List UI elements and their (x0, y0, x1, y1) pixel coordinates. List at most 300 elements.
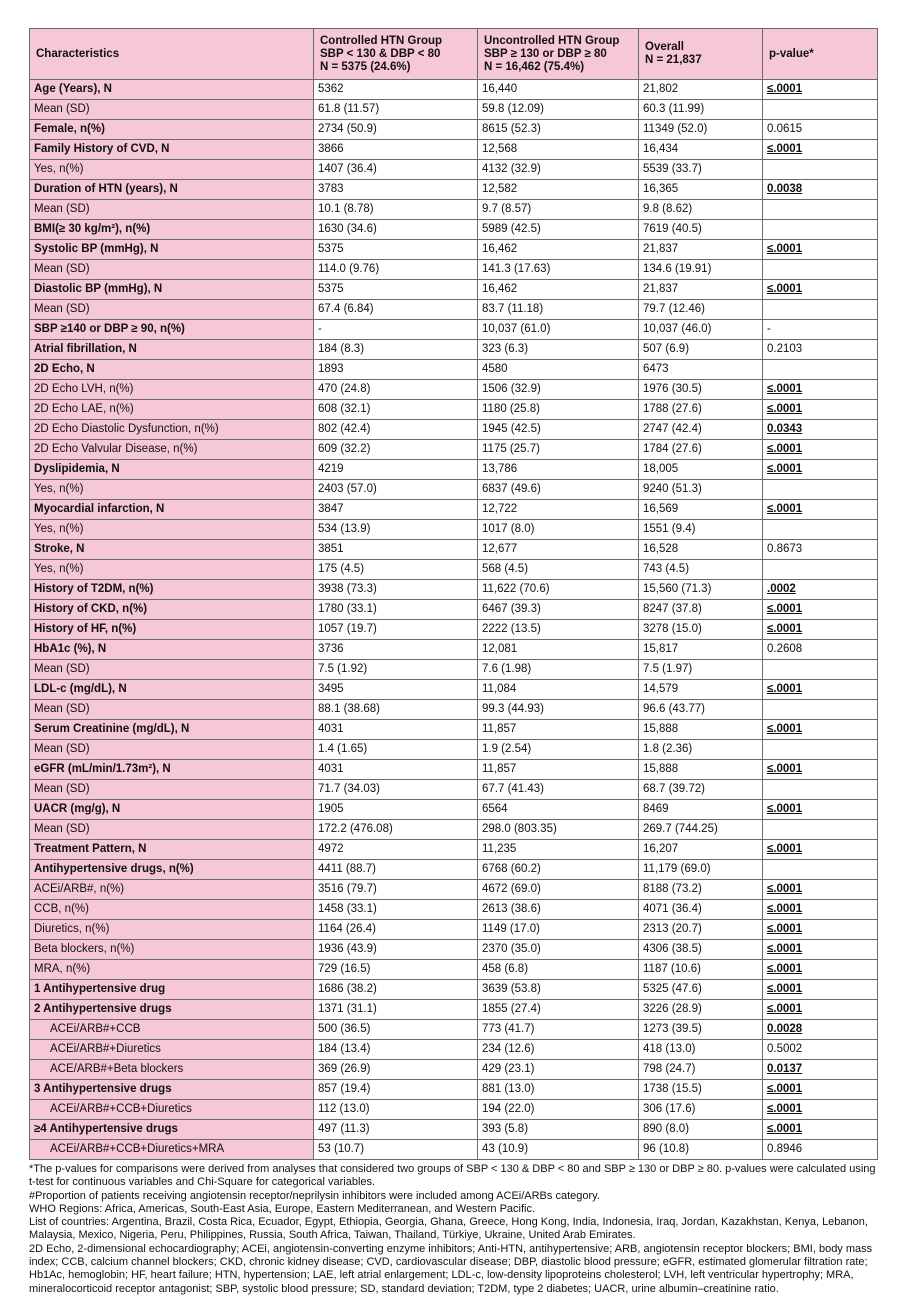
controlled-cell: 1686 (38.2) (314, 980, 478, 1000)
uncontrolled-cell: 12,568 (478, 140, 639, 160)
p-value-cell: 0.0038 (763, 180, 878, 200)
row-label-cell: ACEi/ARB#, n(%) (30, 880, 314, 900)
table-row (30, 740, 878, 760)
uncontrolled-cell: 1855 (27.4) (478, 1000, 639, 1020)
controlled-cell: 5375 (314, 240, 478, 260)
overall-cell: 96.6 (43.77) (639, 700, 763, 720)
p-value-cell: ≤.0001 (763, 980, 878, 1000)
overall-cell: 798 (24.7) (639, 1060, 763, 1080)
controlled-cell: 5375 (314, 280, 478, 300)
header-line: Controlled HTN Group (320, 34, 443, 47)
controlled-cell: 3783 (314, 180, 478, 200)
p-value-cell: 0.8946 (763, 1140, 878, 1160)
controlled-cell: 3847 (314, 500, 478, 520)
overall-cell: 2747 (42.4) (639, 420, 763, 440)
uncontrolled-cell: 2613 (38.6) (478, 900, 639, 920)
footnote: WHO Regions: Africa, Americas, South-East Asia, Europe, Eastern Mediterranean, and Western Pacific. (29, 1202, 536, 1215)
p-value-cell: 0.2103 (763, 340, 878, 360)
uncontrolled-cell: 393 (5.8) (478, 1120, 639, 1140)
overall-cell: 4306 (38.5) (639, 940, 763, 960)
p-value-cell: ≤.0001 (763, 900, 878, 920)
uncontrolled-cell: 141.3 (17.63) (478, 260, 639, 280)
header-line: N = 16,462 (75.4%) (484, 60, 585, 73)
header-line: Overall (645, 41, 684, 53)
table-row (30, 880, 878, 900)
controlled-cell: 3495 (314, 680, 478, 700)
overall-cell: 3278 (15.0) (639, 620, 763, 640)
uncontrolled-cell: 458 (6.8) (478, 960, 639, 980)
overall-cell: 743 (4.5) (639, 560, 763, 580)
row-label-cell: UACR (mg/g), N (30, 800, 314, 820)
uncontrolled-cell: 8615 (52.3) (478, 120, 639, 140)
characteristics-table (29, 28, 878, 1160)
row-label-cell: Treatment Pattern, N (30, 840, 314, 860)
table-row (30, 180, 878, 200)
table-row (30, 460, 878, 480)
table-row (30, 360, 878, 380)
table-row (30, 640, 878, 660)
row-label-cell: Myocardial infarction, N (30, 500, 314, 520)
controlled-cell: - (314, 320, 478, 340)
table-row (30, 620, 878, 640)
controlled-cell: 1057 (19.7) (314, 620, 478, 640)
p-value-cell: ≤.0001 (763, 940, 878, 960)
uncontrolled-cell: 11,857 (478, 760, 639, 780)
table-row (30, 560, 878, 580)
row-label-cell: Serum Creatinine (mg/dL), N (30, 720, 314, 740)
table-row (30, 1140, 878, 1160)
p-value-cell: 0.0137 (763, 1060, 878, 1080)
controlled-cell: 4972 (314, 840, 478, 860)
overall-cell: 8188 (73.2) (639, 880, 763, 900)
row-label-cell: Mean (SD) (30, 820, 314, 840)
table-row (30, 160, 878, 180)
uncontrolled-cell: 1180 (25.8) (478, 400, 639, 420)
row-label-cell: Mean (SD) (30, 200, 314, 220)
controlled-cell: 4219 (314, 460, 478, 480)
row-label-cell: Yes, n(%) (30, 480, 314, 500)
overall-cell: 1551 (9.4) (639, 520, 763, 540)
p-value-cell: 0.0343 (763, 420, 878, 440)
overall-cell: 3226 (28.9) (639, 1000, 763, 1020)
p-value-cell (763, 660, 878, 680)
controlled-cell: 1371 (31.1) (314, 1000, 478, 1020)
row-label-cell: ACEi/ARB#+CCB (30, 1020, 314, 1040)
overall-cell: 16,569 (639, 500, 763, 520)
controlled-cell: 534 (13.9) (314, 520, 478, 540)
table-row (30, 380, 878, 400)
row-label-cell: BMI(≥ 30 kg/m²), n(%) (30, 220, 314, 240)
table-row (30, 580, 878, 600)
overall-cell: 1784 (27.6) (639, 440, 763, 460)
table-row (30, 920, 878, 940)
row-label-cell: Mean (SD) (30, 740, 314, 760)
overall-cell: 890 (8.0) (639, 1120, 763, 1140)
uncontrolled-cell: 59.8 (12.09) (478, 100, 639, 120)
table-row (30, 820, 878, 840)
table-row (30, 280, 878, 300)
table-row (30, 400, 878, 420)
p-value-cell: ≤.0001 (763, 720, 878, 740)
uncontrolled-cell: 298.0 (803.35) (478, 820, 639, 840)
p-value-cell (763, 520, 878, 540)
controlled-cell: 3736 (314, 640, 478, 660)
header-controlled-group (314, 29, 478, 80)
table-header-row (30, 29, 878, 80)
p-value-cell: ≤.0001 (763, 1120, 878, 1140)
header-line: p-value* (769, 47, 814, 60)
controlled-cell: 112 (13.0) (314, 1100, 478, 1120)
controlled-cell: 3516 (79.7) (314, 880, 478, 900)
overall-cell: 60.3 (11.99) (639, 100, 763, 120)
overall-cell: 21,837 (639, 240, 763, 260)
p-value-cell: ≤.0001 (763, 380, 878, 400)
table-row (30, 1120, 878, 1140)
footnote: 2D Echo, 2-dimensional echocardiography; ACEi, angiotensin-converting enzyme inhibitors; Anti-HTN, antihypertensive; ARB, angiotensin receptor blockers; BMI, body mass index; CCB, calcium channel blockers; CKD, chronic kidney disease; CVD, cardiovascular disease; DBP, diastolic blood pressure; eGFR, estimated glomerular filtration rate; Hb1Ac, hemoglobin; HF, heart failure; HTN, hypertension; LAE, left atrial enlargement; LDL-c, low-density lipoproteins cholesterol; LVH, left ventricular hypertrophy; MRA, mineralocorticoid receptor antagonist; SBP, systolic blood pressure; SD, standard deviation; T2DM, type 2 diabetes; UACR, urine albumin–creatinine ratio. (29, 1242, 873, 1295)
overall-cell: 21,837 (639, 280, 763, 300)
uncontrolled-cell: 2370 (35.0) (478, 940, 639, 960)
overall-cell: 507 (6.9) (639, 340, 763, 360)
table-row (30, 840, 878, 860)
table-row (30, 500, 878, 520)
p-value-cell: ≤.0001 (763, 960, 878, 980)
header-line: SBP < 130 & DBP < 80 (320, 47, 441, 60)
uncontrolled-cell: 568 (4.5) (478, 560, 639, 580)
p-value-cell: ≤.0001 (763, 280, 878, 300)
controlled-cell: 67.4 (6.84) (314, 300, 478, 320)
table-row (30, 520, 878, 540)
overall-cell: 6473 (639, 360, 763, 380)
row-label-cell: 3 Antihypertensive drugs (30, 1080, 314, 1100)
p-value-cell: ≤.0001 (763, 400, 878, 420)
row-label-cell: ACEi/ARB#+CCB+Diuretics (30, 1100, 314, 1120)
controlled-cell: 61.8 (11.57) (314, 100, 478, 120)
controlled-cell: 1936 (43.9) (314, 940, 478, 960)
controlled-cell: 470 (24.8) (314, 380, 478, 400)
uncontrolled-cell: 1175 (25.7) (478, 440, 639, 460)
table-row (30, 300, 878, 320)
row-label-cell: Stroke, N (30, 540, 314, 560)
row-label-cell: eGFR (mL/min/1.73m²), N (30, 760, 314, 780)
overall-cell: 9.8 (8.62) (639, 200, 763, 220)
uncontrolled-cell: 4672 (69.0) (478, 880, 639, 900)
overall-cell: 21,802 (639, 80, 763, 100)
uncontrolled-cell: 13,786 (478, 460, 639, 480)
overall-cell: 134.6 (19.91) (639, 260, 763, 280)
overall-cell: 79.7 (12.46) (639, 300, 763, 320)
row-label-cell: Systolic BP (mmHg), N (30, 240, 314, 260)
p-value-cell: ≤.0001 (763, 80, 878, 100)
p-value-cell: ≤.0001 (763, 1000, 878, 1020)
p-value-cell: ≤.0001 (763, 840, 878, 860)
row-label-cell: Age (Years), N (30, 80, 314, 100)
controlled-cell: 184 (13.4) (314, 1040, 478, 1060)
overall-cell: 7619 (40.5) (639, 220, 763, 240)
table-row (30, 320, 878, 340)
p-value-cell (763, 700, 878, 720)
table-row (30, 600, 878, 620)
row-label-cell: LDL-c (mg/dL), N (30, 680, 314, 700)
row-label-cell: 2D Echo LAE, n(%) (30, 400, 314, 420)
row-label-cell: Yes, n(%) (30, 160, 314, 180)
header-uncontrolled-group (478, 29, 639, 80)
p-value-cell (763, 100, 878, 120)
uncontrolled-cell: 1149 (17.0) (478, 920, 639, 940)
header-line: Characteristics (36, 47, 120, 60)
overall-cell: 15,817 (639, 640, 763, 660)
row-label-cell: Beta blockers, n(%) (30, 940, 314, 960)
p-value-cell: ≤.0001 (763, 500, 878, 520)
p-value-cell: .0002 (763, 580, 878, 600)
table-row (30, 1000, 878, 1020)
uncontrolled-cell: 12,722 (478, 500, 639, 520)
uncontrolled-cell: 6837 (49.6) (478, 480, 639, 500)
overall-cell: 418 (13.0) (639, 1040, 763, 1060)
row-label-cell: Antihypertensive drugs, n(%) (30, 860, 314, 880)
table-row (30, 660, 878, 680)
p-value-cell: ≤.0001 (763, 440, 878, 460)
uncontrolled-cell: 12,582 (478, 180, 639, 200)
document (29, 28, 877, 1296)
row-label-cell: 2D Echo LVH, n(%) (30, 380, 314, 400)
overall-cell: 15,888 (639, 760, 763, 780)
uncontrolled-cell: 16,462 (478, 280, 639, 300)
p-value-cell: 0.5002 (763, 1040, 878, 1060)
uncontrolled-cell: 234 (12.6) (478, 1040, 639, 1060)
footnote: List of countries: Argentina, Brazil, Costa Rica, Ecuador, Egypt, Ethiopia, Georgia, Ghana, Greece, Hong Kong, India, Indonesia, Iraq, Jordan, Kazakhstan, Kenya, Lebanon, Malaysia, Mexico, Nigeria, Peru, Philippines, Russia, South Africa, Taiwan, Thailand, Türkiye, Ukraine, United Arab Emirates. (29, 1216, 868, 1242)
p-value-cell: ≤.0001 (763, 620, 878, 640)
overall-cell: 5539 (33.7) (639, 160, 763, 180)
p-value-cell: ≤.0001 (763, 600, 878, 620)
controlled-cell: 114.0 (9.76) (314, 260, 478, 280)
controlled-cell: 500 (36.5) (314, 1020, 478, 1040)
row-label-cell: History of CKD, n(%) (30, 600, 314, 620)
table-row (30, 540, 878, 560)
row-label-cell: Family History of CVD, N (30, 140, 314, 160)
table-row (30, 720, 878, 740)
table-row (30, 120, 878, 140)
table-row (30, 1040, 878, 1060)
table-row (30, 100, 878, 120)
p-value-cell: ≤.0001 (763, 880, 878, 900)
controlled-cell: 7.5 (1.92) (314, 660, 478, 680)
p-value-cell: ≤.0001 (763, 240, 878, 260)
overall-cell: 1.8 (2.36) (639, 740, 763, 760)
overall-cell: 8469 (639, 800, 763, 820)
controlled-cell: 1905 (314, 800, 478, 820)
overall-cell: 16,365 (639, 180, 763, 200)
uncontrolled-cell: 2222 (13.5) (478, 620, 639, 640)
p-value-cell (763, 480, 878, 500)
controlled-cell: 802 (42.4) (314, 420, 478, 440)
overall-cell: 4071 (36.4) (639, 900, 763, 920)
row-label-cell: MRA, n(%) (30, 960, 314, 980)
uncontrolled-cell: 11,622 (70.6) (478, 580, 639, 600)
overall-cell: 2313 (20.7) (639, 920, 763, 940)
overall-cell: 16,434 (639, 140, 763, 160)
p-value-cell (763, 300, 878, 320)
row-label-cell: 2 Antihypertensive drugs (30, 1000, 314, 1020)
row-label-cell: History of HF, n(%) (30, 620, 314, 640)
uncontrolled-cell: 11,235 (478, 840, 639, 860)
row-label-cell: ACEi/ARB#+Diuretics (30, 1040, 314, 1060)
p-value-cell (763, 560, 878, 580)
overall-cell: 1976 (30.5) (639, 380, 763, 400)
controlled-cell: 608 (32.1) (314, 400, 478, 420)
row-label-cell: SBP ≥140 or DBP ≥ 90, n(%) (30, 320, 314, 340)
row-label-cell: Atrial fibrillation, N (30, 340, 314, 360)
row-label-cell: Female, n(%) (30, 120, 314, 140)
controlled-cell: 175 (4.5) (314, 560, 478, 580)
row-label-cell: Yes, n(%) (30, 560, 314, 580)
uncontrolled-cell: 429 (23.1) (478, 1060, 639, 1080)
p-value-cell (763, 780, 878, 800)
header-p-value (763, 29, 878, 80)
row-label-cell: Dyslipidemia, N (30, 460, 314, 480)
footnotes (29, 1163, 877, 1296)
uncontrolled-cell: 6564 (478, 800, 639, 820)
uncontrolled-cell: 773 (41.7) (478, 1020, 639, 1040)
table-row (30, 440, 878, 460)
table-row (30, 480, 878, 500)
controlled-cell: 1164 (26.4) (314, 920, 478, 940)
uncontrolled-cell: 10,037 (61.0) (478, 320, 639, 340)
controlled-cell: 71.7 (34.03) (314, 780, 478, 800)
table-row (30, 980, 878, 1000)
p-value-cell: 0.0028 (763, 1020, 878, 1040)
controlled-cell: 729 (16.5) (314, 960, 478, 980)
header-line: Uncontrolled HTN Group (484, 34, 620, 47)
controlled-cell: 2734 (50.9) (314, 120, 478, 140)
table-row (30, 1100, 878, 1120)
controlled-cell: 4031 (314, 720, 478, 740)
p-value-cell: ≤.0001 (763, 760, 878, 780)
footnote: #Proportion of patients receiving angiotensin receptor/neprilysin inhibitors were included among ACEi/ARBs category. (29, 1189, 600, 1202)
row-label-cell: CCB, n(%) (30, 900, 314, 920)
table-row (30, 860, 878, 880)
row-label-cell: ACE/ARB#+Beta blockers (30, 1060, 314, 1080)
p-value-cell (763, 740, 878, 760)
controlled-cell: 2403 (57.0) (314, 480, 478, 500)
controlled-cell: 53 (10.7) (314, 1140, 478, 1160)
table-row (30, 940, 878, 960)
row-label-cell: ≥4 Antihypertensive drugs (30, 1120, 314, 1140)
row-label-cell: Duration of HTN (years), N (30, 180, 314, 200)
uncontrolled-cell: 1017 (8.0) (478, 520, 639, 540)
row-label-cell: Mean (SD) (30, 300, 314, 320)
table-row (30, 760, 878, 780)
table-row (30, 780, 878, 800)
controlled-cell: 1.4 (1.65) (314, 740, 478, 760)
uncontrolled-cell: 83.7 (11.18) (478, 300, 639, 320)
uncontrolled-cell: 1945 (42.5) (478, 420, 639, 440)
controlled-cell: 1458 (33.1) (314, 900, 478, 920)
table-row (30, 220, 878, 240)
p-value-cell (763, 360, 878, 380)
row-label-cell: Diastolic BP (mmHg), N (30, 280, 314, 300)
table-row (30, 1060, 878, 1080)
p-value-cell (763, 200, 878, 220)
table-row (30, 240, 878, 260)
controlled-cell: 4411 (88.7) (314, 860, 478, 880)
row-label-cell: 1 Antihypertensive drug (30, 980, 314, 1000)
table-row (30, 260, 878, 280)
uncontrolled-cell: 16,462 (478, 240, 639, 260)
overall-cell: 1273 (39.5) (639, 1020, 763, 1040)
controlled-cell: 3866 (314, 140, 478, 160)
p-value-cell: ≤.0001 (763, 460, 878, 480)
row-label-cell: Mean (SD) (30, 260, 314, 280)
table-row (30, 800, 878, 820)
row-label-cell: Diuretics, n(%) (30, 920, 314, 940)
header-line: N = 21,837 (645, 54, 702, 66)
controlled-cell: 369 (26.9) (314, 1060, 478, 1080)
header-line: N = 5375 (24.6%) (320, 60, 411, 73)
p-value-cell: ≤.0001 (763, 800, 878, 820)
uncontrolled-cell: 4580 (478, 360, 639, 380)
overall-cell: 96 (10.8) (639, 1140, 763, 1160)
overall-cell: 7.5 (1.97) (639, 660, 763, 680)
controlled-cell: 857 (19.4) (314, 1080, 478, 1100)
uncontrolled-cell: 9.7 (8.57) (478, 200, 639, 220)
uncontrolled-cell: 1.9 (2.54) (478, 740, 639, 760)
uncontrolled-cell: 7.6 (1.98) (478, 660, 639, 680)
uncontrolled-cell: 3639 (53.8) (478, 980, 639, 1000)
overall-cell: 1788 (27.6) (639, 400, 763, 420)
overall-cell: 14,579 (639, 680, 763, 700)
uncontrolled-cell: 6467 (39.3) (478, 600, 639, 620)
row-label-cell: Mean (SD) (30, 100, 314, 120)
overall-cell: 269.7 (744.25) (639, 820, 763, 840)
row-label-cell: 2D Echo Diastolic Dysfunction, n(%) (30, 420, 314, 440)
controlled-cell: 10.1 (8.78) (314, 200, 478, 220)
p-value-cell: 0.0615 (763, 120, 878, 140)
row-label-cell: HbA1c (%), N (30, 640, 314, 660)
p-value-cell (763, 160, 878, 180)
controlled-cell: 172.2 (476.08) (314, 820, 478, 840)
controlled-cell: 3938 (73.3) (314, 580, 478, 600)
p-value-cell (763, 860, 878, 880)
controlled-cell: 4031 (314, 760, 478, 780)
uncontrolled-cell: 6768 (60.2) (478, 860, 639, 880)
header-overall (639, 29, 763, 80)
uncontrolled-cell: 194 (22.0) (478, 1100, 639, 1120)
row-label-cell: 2D Echo, N (30, 360, 314, 380)
row-label-cell: 2D Echo Valvular Disease, n(%) (30, 440, 314, 460)
row-label-cell: Mean (SD) (30, 780, 314, 800)
uncontrolled-cell: 99.3 (44.93) (478, 700, 639, 720)
controlled-cell: 1407 (36.4) (314, 160, 478, 180)
uncontrolled-cell: 11,084 (478, 680, 639, 700)
overall-cell: 1738 (15.5) (639, 1080, 763, 1100)
p-value-cell: ≤.0001 (763, 680, 878, 700)
table-row (30, 900, 878, 920)
overall-cell: 15,560 (71.3) (639, 580, 763, 600)
table-row (30, 1080, 878, 1100)
p-value-cell: 0.8673 (763, 540, 878, 560)
table-row (30, 420, 878, 440)
uncontrolled-cell: 12,677 (478, 540, 639, 560)
controlled-cell: 1893 (314, 360, 478, 380)
uncontrolled-cell: 12,081 (478, 640, 639, 660)
row-label-cell: Mean (SD) (30, 660, 314, 680)
overall-cell: 10,037 (46.0) (639, 320, 763, 340)
overall-cell: 9240 (51.3) (639, 480, 763, 500)
header-characteristics (30, 29, 314, 80)
p-value-cell: 0.2608 (763, 640, 878, 660)
p-value-cell: - (763, 320, 878, 340)
table-row (30, 140, 878, 160)
